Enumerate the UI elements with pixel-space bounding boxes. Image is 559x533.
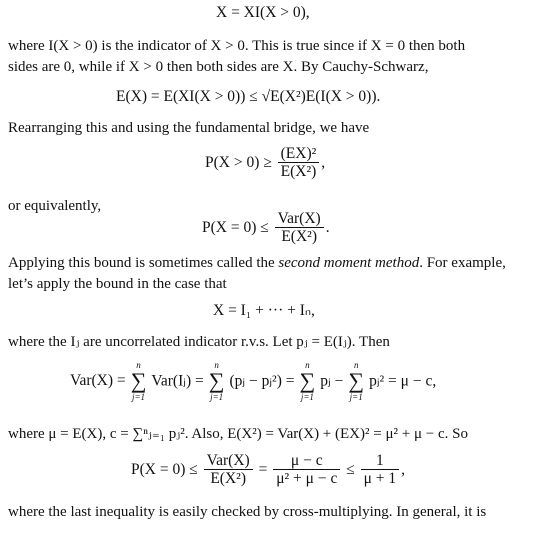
paragraph-indicator-explanation: where I(X > 0) is the indicator of X > 0. This is true since if X = 0 then both sides are 0, while if X > 0 then both sides are X. By Cauchy-Schwarz, xyxy=(8,38,466,75)
fraction: $\frac{\text{Var(X)}}{\text{E(X²)}}$ xyxy=(204,452,253,488)
fraction: $\frac{\mu - c}{\text{μ² + μ − c}}$ xyxy=(273,452,340,488)
emphasis-term: second moment method xyxy=(278,255,420,271)
summation-sign: n ∑ j=1 xyxy=(130,360,147,402)
summation-sign: n ∑ j=1 xyxy=(299,360,316,402)
equation-final-bound: P(X = 0) ≤ $\frac{\text{Var(X)}}{\text{E(X²)}}$ = $\frac{\mu - c}{\text{μ² + μ − c}}$ ≤ $\frac{1}{\mu + 1}$ , xyxy=(131,452,406,487)
equation-x-indicator: X = XI(X > 0), xyxy=(216,4,310,21)
paragraph-cross-multiplying: where the last inequality is easily checked by cross-multiplying. In general, it is xyxy=(8,504,487,520)
paragraph-or-equivalently: or equivalently, xyxy=(8,198,102,214)
fraction: $\frac{\text{Var(X)}}{\text{E(X²)}}$ xyxy=(275,210,324,246)
equation-p-positive-bound: P(X > 0) ≥ $\frac{\text{(EX)²}}{\text{E(X²)}}$ , xyxy=(205,145,326,180)
fraction: $\frac{1}{\mu + 1}$ xyxy=(361,452,400,488)
equation-sum-of-indicators: X = I₁ + ··· + Iₙ, xyxy=(213,302,315,319)
equation-variance-expansion: Var(X) = n ∑ j=1 Var(Iⱼ) = n ∑ j=1 (pⱼ − pⱼ²) = n ∑ j=1 pⱼ − n ∑ j=1 pⱼ² = μ − c, xyxy=(70,360,437,402)
fraction: $\frac{\text{(EX)²}}{\text{E(X²)}}$ xyxy=(278,145,320,181)
paragraph-rearranging: Rearranging this and using the fundamental bridge, we have xyxy=(8,120,370,136)
summation-sign: n ∑ j=1 xyxy=(348,360,365,402)
equation-cauchy-schwarz: E(X) = E(XI(X > 0)) ≤ √E(X²)E(I(X > 0)). xyxy=(116,88,381,105)
paragraph-mu-and-c: where μ = E(X), c = ∑ⁿⱼ₌₁ pⱼ². Also, E(X²) = Var(X) + (EX)² = μ² + μ − c. So xyxy=(8,426,468,442)
paragraph-uncorrelated-indicators: where the Iⱼ are uncorrelated indicator r.v.s. Let pⱼ = E(Iⱼ). Then xyxy=(8,334,390,350)
paragraph-second-moment-method: Applying this bound is sometimes called the second moment method. For example, let’s apply the bound in the case that xyxy=(8,255,506,292)
equation-p-zero-bound: P(X = 0) ≤ $\frac{\text{Var(X)}}{\text{E(X²)}}$ . xyxy=(202,210,330,245)
summation-sign: n ∑ j=1 xyxy=(208,360,225,402)
